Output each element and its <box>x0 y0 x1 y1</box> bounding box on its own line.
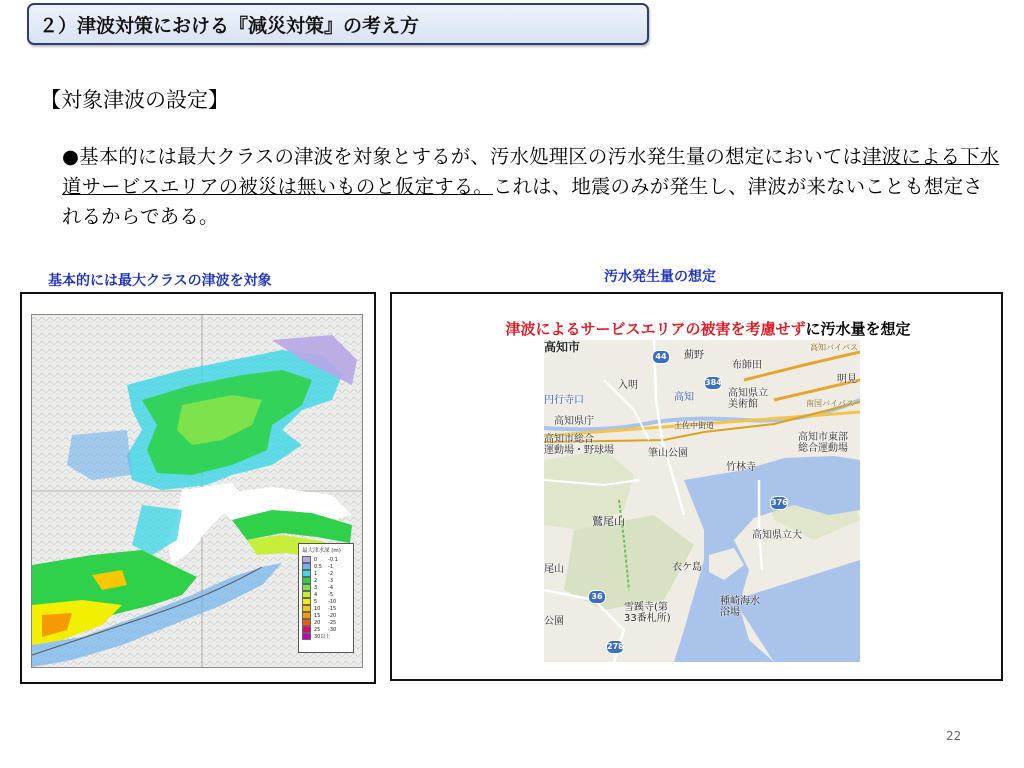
inundation-map <box>31 314 363 668</box>
map-label-east-sports: 高知市東部 総合運動場 <box>798 432 848 454</box>
inundation-panel <box>20 292 376 684</box>
legend-dash: - <box>328 591 330 598</box>
legend-row <box>302 626 350 633</box>
map-label-kochi-city: 高知市 <box>544 340 581 354</box>
legend-dash: - <box>328 612 330 619</box>
map-label-hitsuyama: 筆山公園 <box>648 448 688 459</box>
legend-from: 5 <box>314 598 318 605</box>
legend-row <box>302 577 350 584</box>
legend-swatch <box>302 570 311 577</box>
legend-from: 10 <box>314 605 321 612</box>
road-map-panel <box>390 292 1003 681</box>
map-label-kochi-bypass: 高知バイパス <box>810 343 858 352</box>
legend-from: 0 <box>314 556 318 563</box>
map-label-nunoshida: 布師田 <box>732 360 762 371</box>
route-shield-278: 278 <box>606 640 624 654</box>
legend-from: 1 <box>314 570 318 577</box>
legend-dash: - <box>328 598 330 605</box>
legend-from: 0.5 <box>314 563 322 570</box>
route-shield-44: 44 <box>652 350 670 364</box>
legend-dash: - <box>328 626 330 633</box>
legend-swatch <box>302 563 311 570</box>
legend-title: 最大津水深 (m) <box>302 548 341 554</box>
road-map-caption <box>438 318 978 339</box>
map-label-akemi: 明見 <box>837 374 857 385</box>
map-label-azono: 薊野 <box>684 350 704 361</box>
legend-row <box>302 619 350 626</box>
section-heading: 【対象津波の設定】 <box>40 88 229 112</box>
map-label-yamamachi: 尾山 <box>544 564 564 575</box>
slide-title: ２）津波対策における『減災対策』の考え方 <box>39 14 420 37</box>
map-label-museum: 高知県立 美術館 <box>728 388 768 410</box>
body-text-part3: これは、地震のみが発生し、津波が来ないことも想定されるからである。 <box>62 175 983 228</box>
legend-row <box>302 570 350 577</box>
legend-from: 3 <box>314 584 318 591</box>
legend-row <box>302 612 350 619</box>
legend-dash: - <box>328 563 330 570</box>
legend-swatch <box>302 626 311 633</box>
legend-dash: - <box>328 605 330 612</box>
map-label-tosa-kaido: 土佐中街道 <box>674 421 714 430</box>
body-paragraph <box>62 142 1002 232</box>
caption-left: 基本的には最大クラスの津波を対象 <box>48 273 272 289</box>
legend-row <box>302 563 350 570</box>
legend-row <box>302 605 350 612</box>
road-map-graphic <box>544 340 860 662</box>
legend-row <box>302 598 350 605</box>
legend-to: 20 <box>329 612 337 619</box>
legend-to: 25 <box>329 619 337 626</box>
legend-to: 2 <box>329 570 333 577</box>
map-label-tanesaki: 種崎海水 浴場 <box>720 596 760 618</box>
legend-to: 30 <box>329 626 337 633</box>
legend-to: 4 <box>329 584 333 591</box>
legend-swatch <box>302 584 311 591</box>
legend-swatch <box>302 591 311 598</box>
legend-from: 2 <box>314 577 318 584</box>
legend-dash: - <box>328 584 330 591</box>
inundation-legend <box>298 543 354 653</box>
map-label-kenchou: 高知県庁 <box>554 416 594 427</box>
legend-row <box>302 556 350 563</box>
route-shield-376: 376 <box>770 496 788 510</box>
body-text-underlined: 津波による下水道サービスエリアの被災は無いものと仮定する。 <box>62 145 1000 198</box>
map-label-washioyama: 鷲尾山 <box>592 515 625 528</box>
caption-black-text: に汚水量を想定 <box>805 320 911 338</box>
legend-row <box>302 633 350 640</box>
page-number: 22 <box>946 729 962 743</box>
legend-to: 5 <box>329 591 333 598</box>
map-label-iriake: 入明 <box>618 380 638 391</box>
map-label-nangoku-bypass: 南国バイパス <box>806 399 854 408</box>
legend-to: 1 <box>329 563 333 570</box>
legend-from: 25 <box>314 626 321 633</box>
legend-swatch <box>302 612 311 619</box>
map-label-kochi-station: 高知 <box>674 392 694 403</box>
legend-dash: - <box>328 577 330 584</box>
legend-row <box>302 591 350 598</box>
legend-to: 15 <box>329 605 337 612</box>
body-text-part1: ●基本的には最大クラスの津波を対象とするが、汚水処理区の汚水発生量の想定においては <box>62 145 863 168</box>
map-label-unpoji: 雪蹊寺(第 33番札所) <box>624 602 671 624</box>
map-label-chikurinji: 竹林寺 <box>726 462 756 473</box>
legend-row <box>302 584 350 591</box>
map-label-university: 高知県立大 <box>752 530 802 541</box>
legend-dash: - <box>328 619 330 626</box>
caption-red-text: 津波によるサービスエリアの被害を考慮せず <box>505 320 806 338</box>
legend-dash: - <box>328 570 330 577</box>
slide-title-box <box>27 3 649 45</box>
legend-to: 3 <box>329 577 333 584</box>
legend-swatch <box>302 605 311 612</box>
legend-dash: - <box>328 556 330 563</box>
caption-right: 汚水発生量の想定 <box>604 269 716 285</box>
legend-to: 10 <box>329 598 337 605</box>
map-label-sports-park: 高知市総合 運動場・野球場 <box>544 434 614 456</box>
legend-swatch <box>302 577 311 584</box>
legend-from: 15 <box>314 612 321 619</box>
map-label-koromojima: 衣ケ島 <box>672 562 702 573</box>
legend-swatch <box>302 598 311 605</box>
legend-swatch <box>302 633 311 640</box>
legend-to: 0.1 <box>329 556 338 563</box>
route-shield-384: 384 <box>704 376 722 390</box>
legend-from: 4 <box>314 591 318 598</box>
legend-swatch <box>302 619 311 626</box>
road-map <box>544 340 860 662</box>
map-label-park: 公園 <box>544 616 564 627</box>
map-label-enkouji: 円行寺口 <box>544 395 584 406</box>
legend-swatch <box>302 556 311 563</box>
route-shield-36: 36 <box>588 590 606 604</box>
legend-from: 20 <box>314 619 321 626</box>
legend-from: 30以上 <box>314 634 331 640</box>
